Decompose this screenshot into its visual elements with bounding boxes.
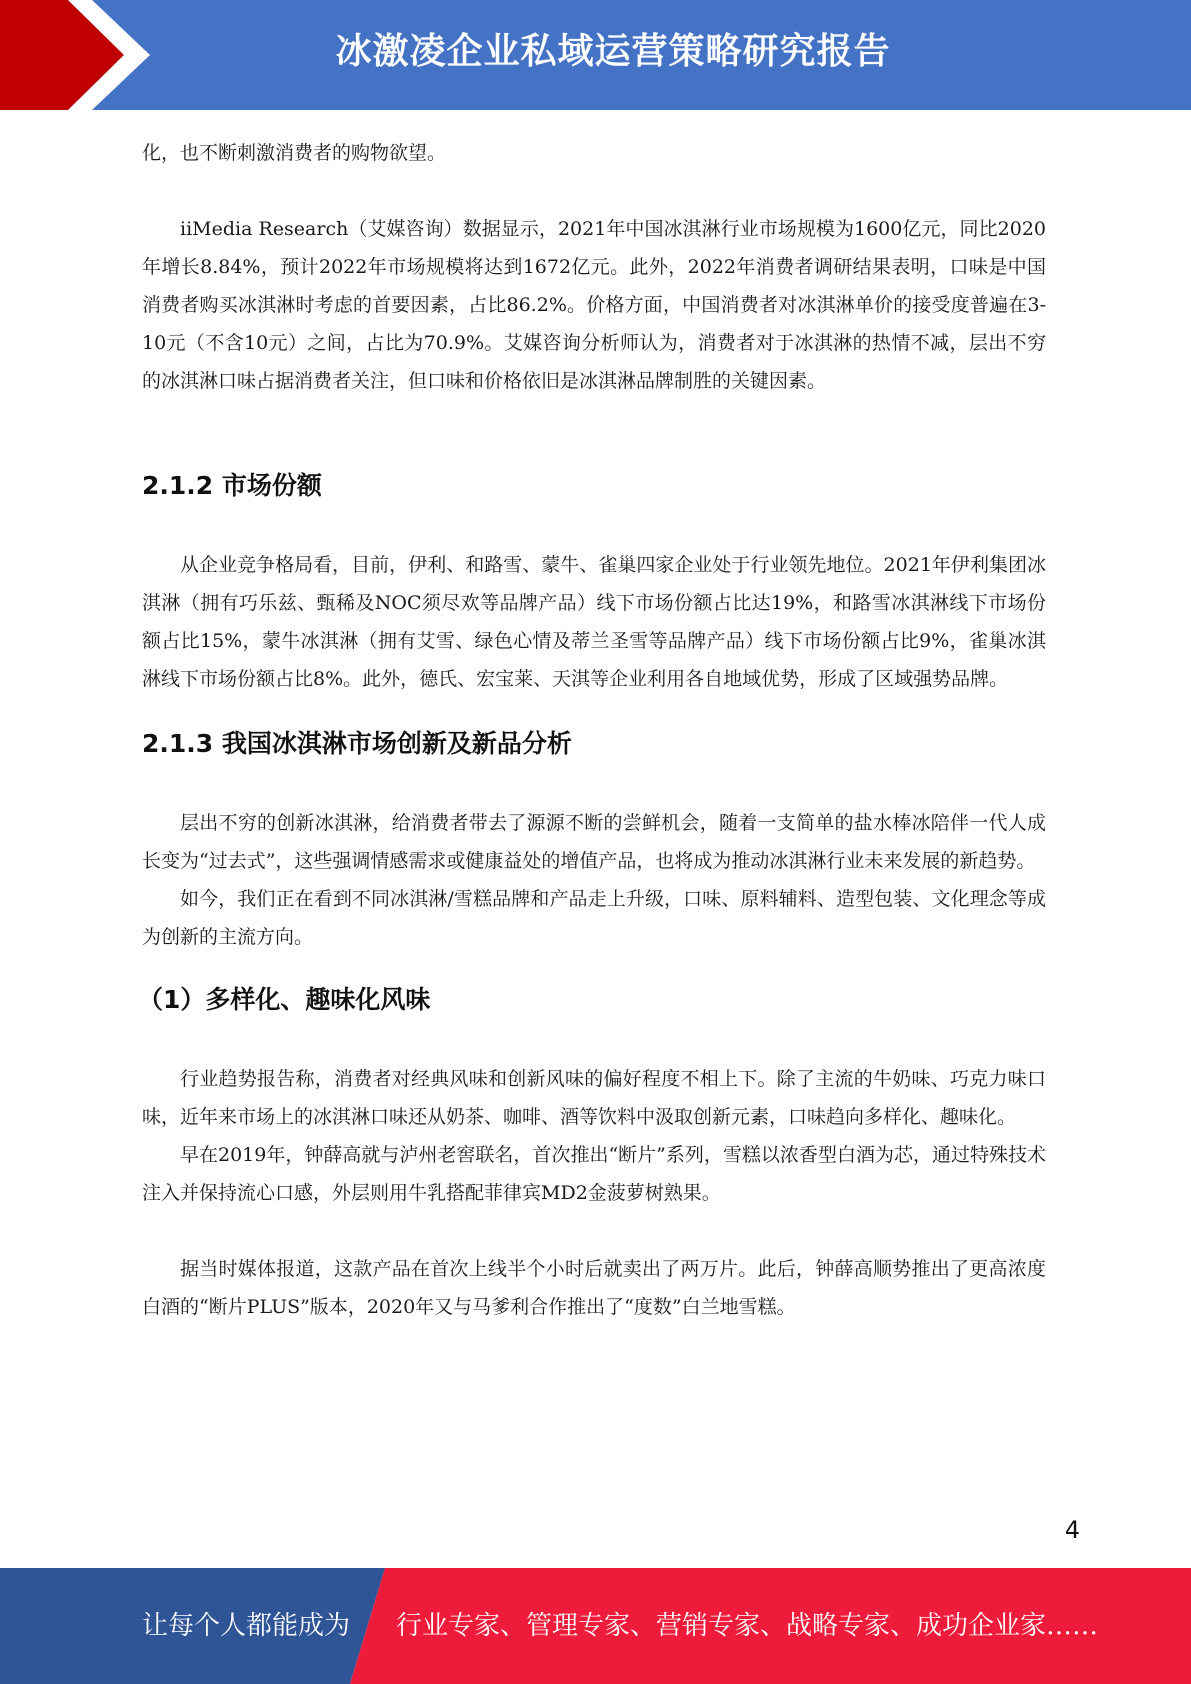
footer-slogan-left: 让每个人都能成为: [142, 1611, 351, 1641]
paragraph-flavor-2: 早在2019年，钟薛高就与泸州老窖联名，首次推出“断片”系列，雪糕以浓香型白酒为芯，通过特殊技术注入并保持流心口感，外层则用牛乳搭配菲律宾MD2金菠萝树熟果。: [142, 1144, 1046, 1204]
subsection-heading-flavor: （1）多样化、趣味化风味: [138, 985, 431, 1014]
paragraph-flavor-3: 据当时媒体报道，这款产品在首次上线半个小时后就卖出了两万片。此后，钟薛高顺势推出了更高浓度白酒的“断片PLUS”版本，2020年又与马爹利合作推出了“度数”白兰地雪糕。: [142, 1258, 1046, 1318]
paragraph-innovation-2: 如今，我们正在看到不同冰淇淋/雪糕品牌和产品走上升级，口味、原料辅料、造型包装、文化理念等成为创新的主流方向。: [142, 888, 1046, 948]
paragraph-market-data: iiMedia Research（艾媒咨询）数据显示，2021年中国冰淇淋行业市场规模为1600亿元，同比2020年增长8.84%，预计2022年市场规模将达到1672亿元。此外，2022年消费者调研结果表明，口味是中国消费者购买冰淇淋时考虑的首要因素，占比86.2%。价格方面，中国消费者对冰淇淋单价的接受度普遍在3-10元（不含10元）之间，占比为70.9%。艾媒咨询分析师认为，消费者对于冰淇淋的热情不减，层出不穷的冰淇淋口味占据消费者关注，但口味和价格依旧是冰淇淋品牌制胜的关键因素。: [142, 218, 1046, 392]
paragraph-intro: 化，也不断刺激消费者的购物欲望。: [142, 142, 447, 164]
paragraph-flavor-1: 行业趋势报告称，消费者对经典风味和创新风味的偏好程度不相上下。除了主流的牛奶味、巧克力味口味，近年来市场上的冰淇淋口味还从奶茶、咖啡、酒等饮料中汲取创新元素，口味趋向多样化、趣味化。: [142, 1068, 1046, 1128]
page-number: 4: [1064, 1516, 1080, 1544]
page-header: [0, 0, 1191, 110]
section-heading-2-1-2: 2.1.2 市场份额: [142, 471, 322, 500]
footer-slogan-right: 行业专家、管理专家、营销专家、战略专家、成功企业家……: [396, 1611, 1099, 1641]
section-heading-2-1-3: 2.1.3 我国冰淇淋市场创新及新品分析: [142, 729, 572, 758]
paragraph-market-share: 从企业竞争格局看，目前，伊利、和路雪、蒙牛、雀巢四家企业处于行业领先地位。2021年伊利集团冰淇淋（拥有巧乐兹、甄稀及NOC须尽欢等品牌产品）线下市场份额占比达19%，和路雪冰淇淋线下市场份额占比15%，蒙牛冰淇淋（拥有艾雪、绿色心情及蒂兰圣雪等品牌产品）线下市场份额占比9%，雀巢冰淇淋线下市场份额占比8%。此外，德氏、宏宝莱、天淇等企业利用各自地域优势，形成了区域强势品牌。: [142, 554, 1046, 690]
document-title: 冰激凌企业私域运营策略研究报告: [335, 31, 891, 72]
paragraph-innovation-1: 层出不穷的创新冰淇淋，给消费者带去了源源不断的尝鲜机会，随着一支简单的盐水棒冰陪伴一代人成长变为“过去式”，这些强调情感需求或健康益处的增值产品，也将成为推动冰淇淋行业未来发展的新趋势。: [142, 812, 1046, 872]
page-footer: [0, 1568, 1191, 1684]
page-body: [138, 134, 1046, 1326]
